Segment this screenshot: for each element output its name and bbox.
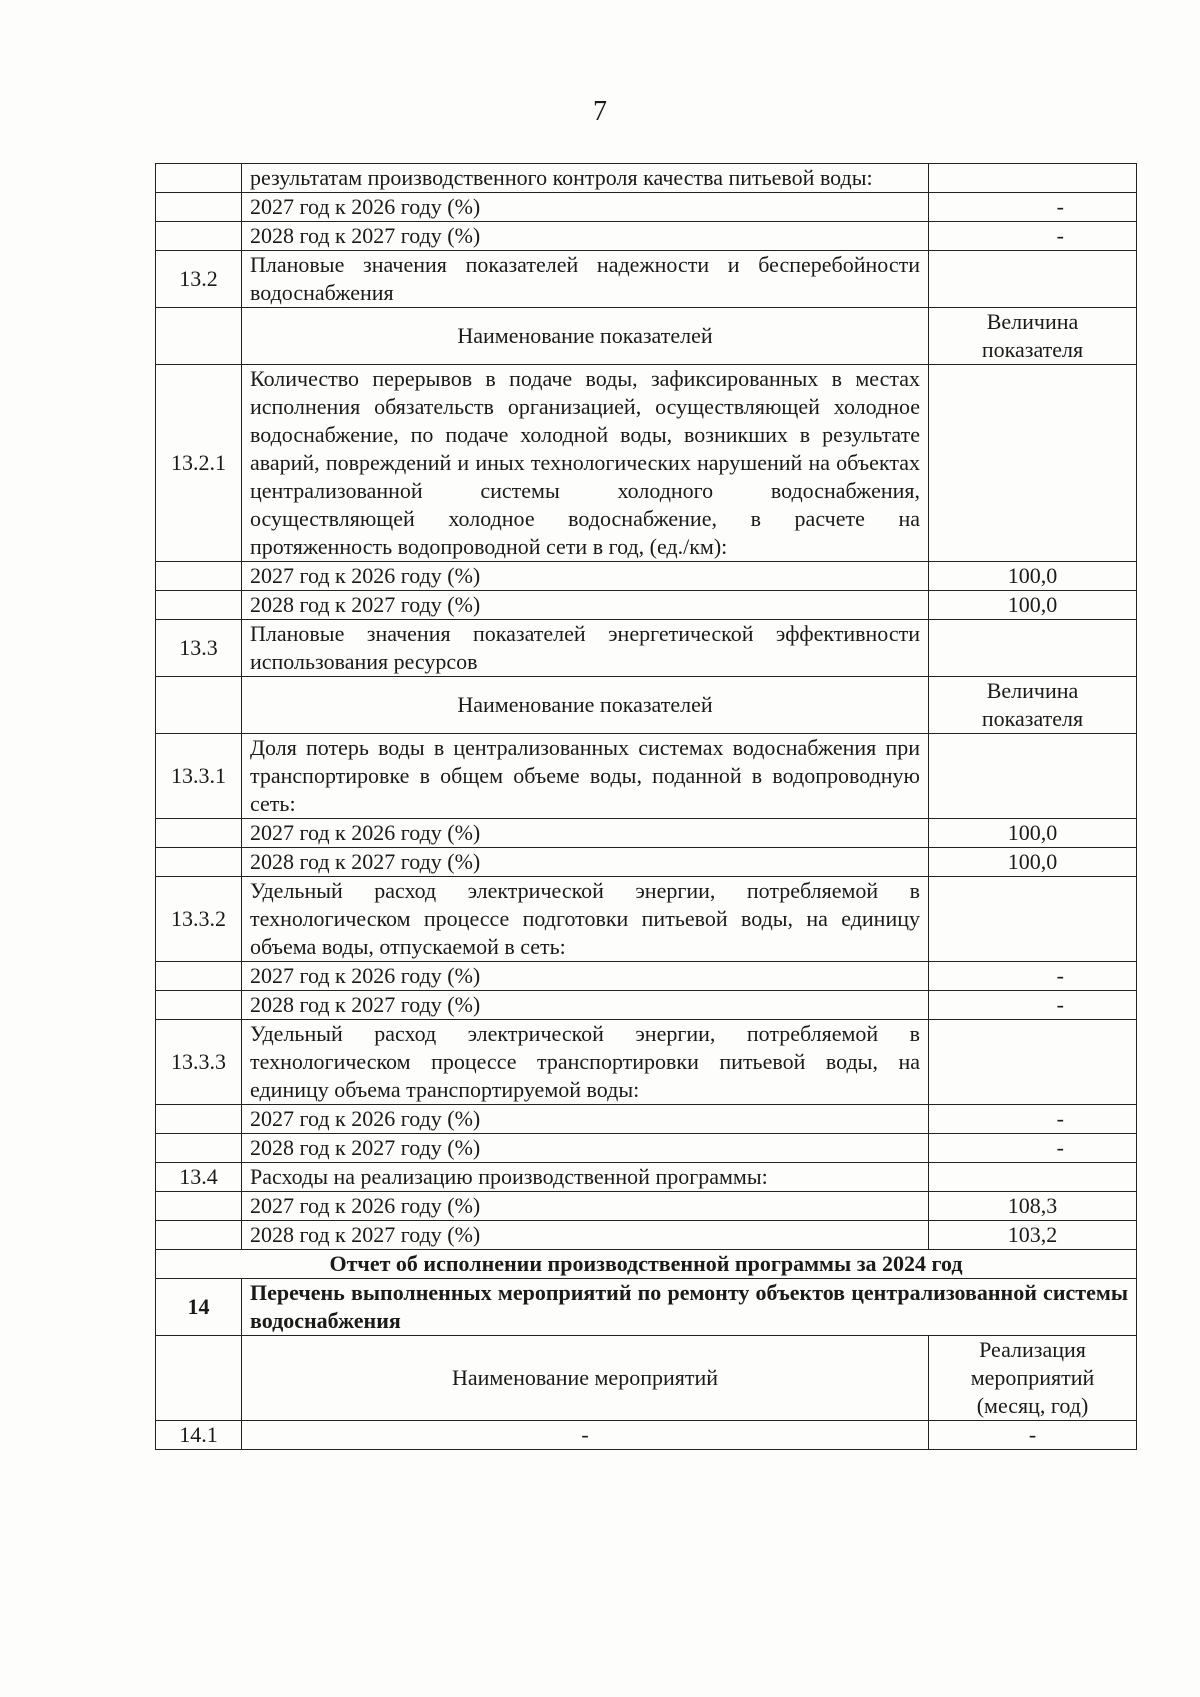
row-number-cell	[156, 848, 242, 877]
indicator-value-cell: 103,2	[929, 1221, 1137, 1250]
table-row	[156, 1221, 1137, 1250]
row-number-cell	[156, 591, 242, 620]
row-number-cell	[156, 1105, 242, 1134]
table-row	[156, 222, 1137, 251]
section-number: 13.4	[156, 1163, 242, 1192]
column-header-value: Величина показателя	[929, 677, 1137, 734]
row-number-cell	[156, 222, 242, 251]
indicator-value-cell: -	[929, 222, 1137, 251]
row-number-cell	[156, 991, 242, 1020]
indicator-value-cell: 108,3	[929, 1192, 1137, 1221]
table-row	[156, 991, 1137, 1020]
row-number-cell	[156, 1192, 242, 1221]
row-number-cell: 14.1	[156, 1421, 242, 1450]
row-number-cell	[156, 193, 242, 222]
indicator-value-cell: -	[929, 962, 1137, 991]
section-number: 13.3	[156, 620, 242, 677]
indicator-value-cell	[929, 365, 1137, 562]
indicator-value-cell: -	[929, 1105, 1137, 1134]
report-title-row	[156, 1250, 1137, 1279]
indicator-row	[156, 1020, 1137, 1105]
indicator-value-cell: -	[929, 991, 1137, 1020]
indicator-value-cell: -	[929, 1134, 1137, 1163]
activity-name-cell: -	[242, 1421, 929, 1450]
indicator-row	[156, 734, 1137, 819]
indicator-number: 13.3.2	[156, 877, 242, 962]
table-row	[156, 819, 1137, 848]
column-header-name: Наименование показателей	[242, 308, 929, 365]
indicators-table	[155, 163, 1137, 1450]
indicator-row	[156, 365, 1137, 562]
indicator-value-cell	[929, 1020, 1137, 1105]
column-header-name: Наименование мероприятий	[242, 1336, 929, 1421]
indicator-value-cell	[929, 164, 1137, 193]
indicator-value-cell	[929, 734, 1137, 819]
indicator-name-cell: 2028 год к 2027 году (%)	[242, 591, 929, 620]
row-number-cell	[156, 308, 242, 365]
table-row	[156, 848, 1137, 877]
activity-date-cell: -	[929, 1421, 1137, 1450]
section-number: 13.2	[156, 251, 242, 308]
indicator-value-cell: 100,0	[929, 819, 1137, 848]
section-row	[156, 251, 1137, 308]
indicator-name-cell: 2028 год к 2027 году (%)	[242, 991, 929, 1020]
indicator-name-cell: 2027 год к 2026 году (%)	[242, 819, 929, 848]
indicator-value-cell	[929, 620, 1137, 677]
indicator-name-cell: 2027 год к 2026 году (%)	[242, 962, 929, 991]
row-number-cell	[156, 962, 242, 991]
indicator-value-cell: 100,0	[929, 591, 1137, 620]
table-row	[156, 962, 1137, 991]
table-row	[156, 1105, 1137, 1134]
table-row	[156, 562, 1137, 591]
column-header-value: Величина показателя	[929, 308, 1137, 365]
table-row	[156, 1421, 1137, 1450]
indicator-name-cell: Удельный расход электрической энергии, потребляемой в технологическом процессе транспортировки питьевой воды, на единицу объема транспортируемой воды:	[242, 1020, 929, 1105]
row-number-cell	[156, 164, 242, 193]
table-row	[156, 591, 1137, 620]
table-row	[156, 164, 1137, 193]
report-title: Отчет об исполнении производственной программы за 2024 год	[156, 1250, 1137, 1279]
indicator-number: 13.3.1	[156, 734, 242, 819]
column-header-value: Реализация мероприятий (месяц, год)	[929, 1336, 1137, 1421]
indicator-name-cell: 2027 год к 2026 году (%)	[242, 562, 929, 591]
section-title: Плановые значения показателей энергетической эффективности использования ресурсов	[242, 620, 929, 677]
indicator-name-cell: Удельный расход электрической энергии, потребляемой в технологическом процессе подготовки питьевой воды, на единицу объема воды, отпускаемой в сеть:	[242, 877, 929, 962]
table-row	[156, 1192, 1137, 1221]
section-row	[156, 1279, 1137, 1336]
row-number-cell	[156, 1221, 242, 1250]
indicator-name-cell: Доля потерь воды в централизованных системах водоснабжения при транспортировке в общем объеме воды, поданной в водопроводную сеть:	[242, 734, 929, 819]
indicator-value-cell: 100,0	[929, 848, 1137, 877]
indicator-name-cell: 2027 год к 2026 году (%)	[242, 1105, 929, 1134]
row-number-cell	[156, 1336, 242, 1421]
table-row	[156, 193, 1137, 222]
indicator-name-cell: 2028 год к 2027 году (%)	[242, 848, 929, 877]
indicator-name-cell: 2027 год к 2026 году (%)	[242, 1192, 929, 1221]
section-title: Плановые значения показателей надежности и бесперебойности водоснабжения	[242, 251, 929, 308]
column-header-name: Наименование показателей	[242, 677, 929, 734]
indicator-name-cell: 2028 год к 2027 году (%)	[242, 1134, 929, 1163]
indicator-value-cell	[929, 251, 1137, 308]
row-number-cell	[156, 677, 242, 734]
table-row	[156, 1134, 1137, 1163]
indicator-name-cell: Количество перерывов в подаче воды, зафиксированных в местах исполнения обязательств организацией, осуществляющей холодное водоснабжение, по подаче холодной воды, возникших в результате аварий, повреждений и иных технологических нарушений на объектах централизованной системы холодного водоснабжения, осуществляющей холодное водоснабжение, в расчете на протяженность водопроводной сети в год, (ед./км):	[242, 365, 929, 562]
indicator-name-cell: результатам производственного контроля качества питьевой воды:	[242, 164, 929, 193]
section-row	[156, 1163, 1137, 1192]
header-row	[156, 677, 1137, 734]
indicator-value-cell: -	[929, 193, 1137, 222]
row-number-cell	[156, 562, 242, 591]
indicator-name-cell: 2028 год к 2027 году (%)	[242, 222, 929, 251]
section-row	[156, 620, 1137, 677]
section-title: Перечень выполненных мероприятий по ремонту объектов централизованной системы водоснабжения	[242, 1279, 1137, 1336]
indicator-name-cell: 2027 год к 2026 году (%)	[242, 193, 929, 222]
indicator-value-cell	[929, 877, 1137, 962]
page-number: 7	[593, 96, 607, 127]
indicator-name-cell: 2028 год к 2027 году (%)	[242, 1221, 929, 1250]
indicator-number: 13.2.1	[156, 365, 242, 562]
section-number: 14	[156, 1279, 242, 1336]
row-number-cell	[156, 1134, 242, 1163]
header-row	[156, 308, 1137, 365]
indicator-row	[156, 877, 1137, 962]
indicator-value-cell	[929, 1163, 1137, 1192]
indicator-value-cell: 100,0	[929, 562, 1137, 591]
row-number-cell	[156, 819, 242, 848]
header-row	[156, 1336, 1137, 1421]
indicator-number: 13.3.3	[156, 1020, 242, 1105]
section-title: Расходы на реализацию производственной программы:	[242, 1163, 929, 1192]
